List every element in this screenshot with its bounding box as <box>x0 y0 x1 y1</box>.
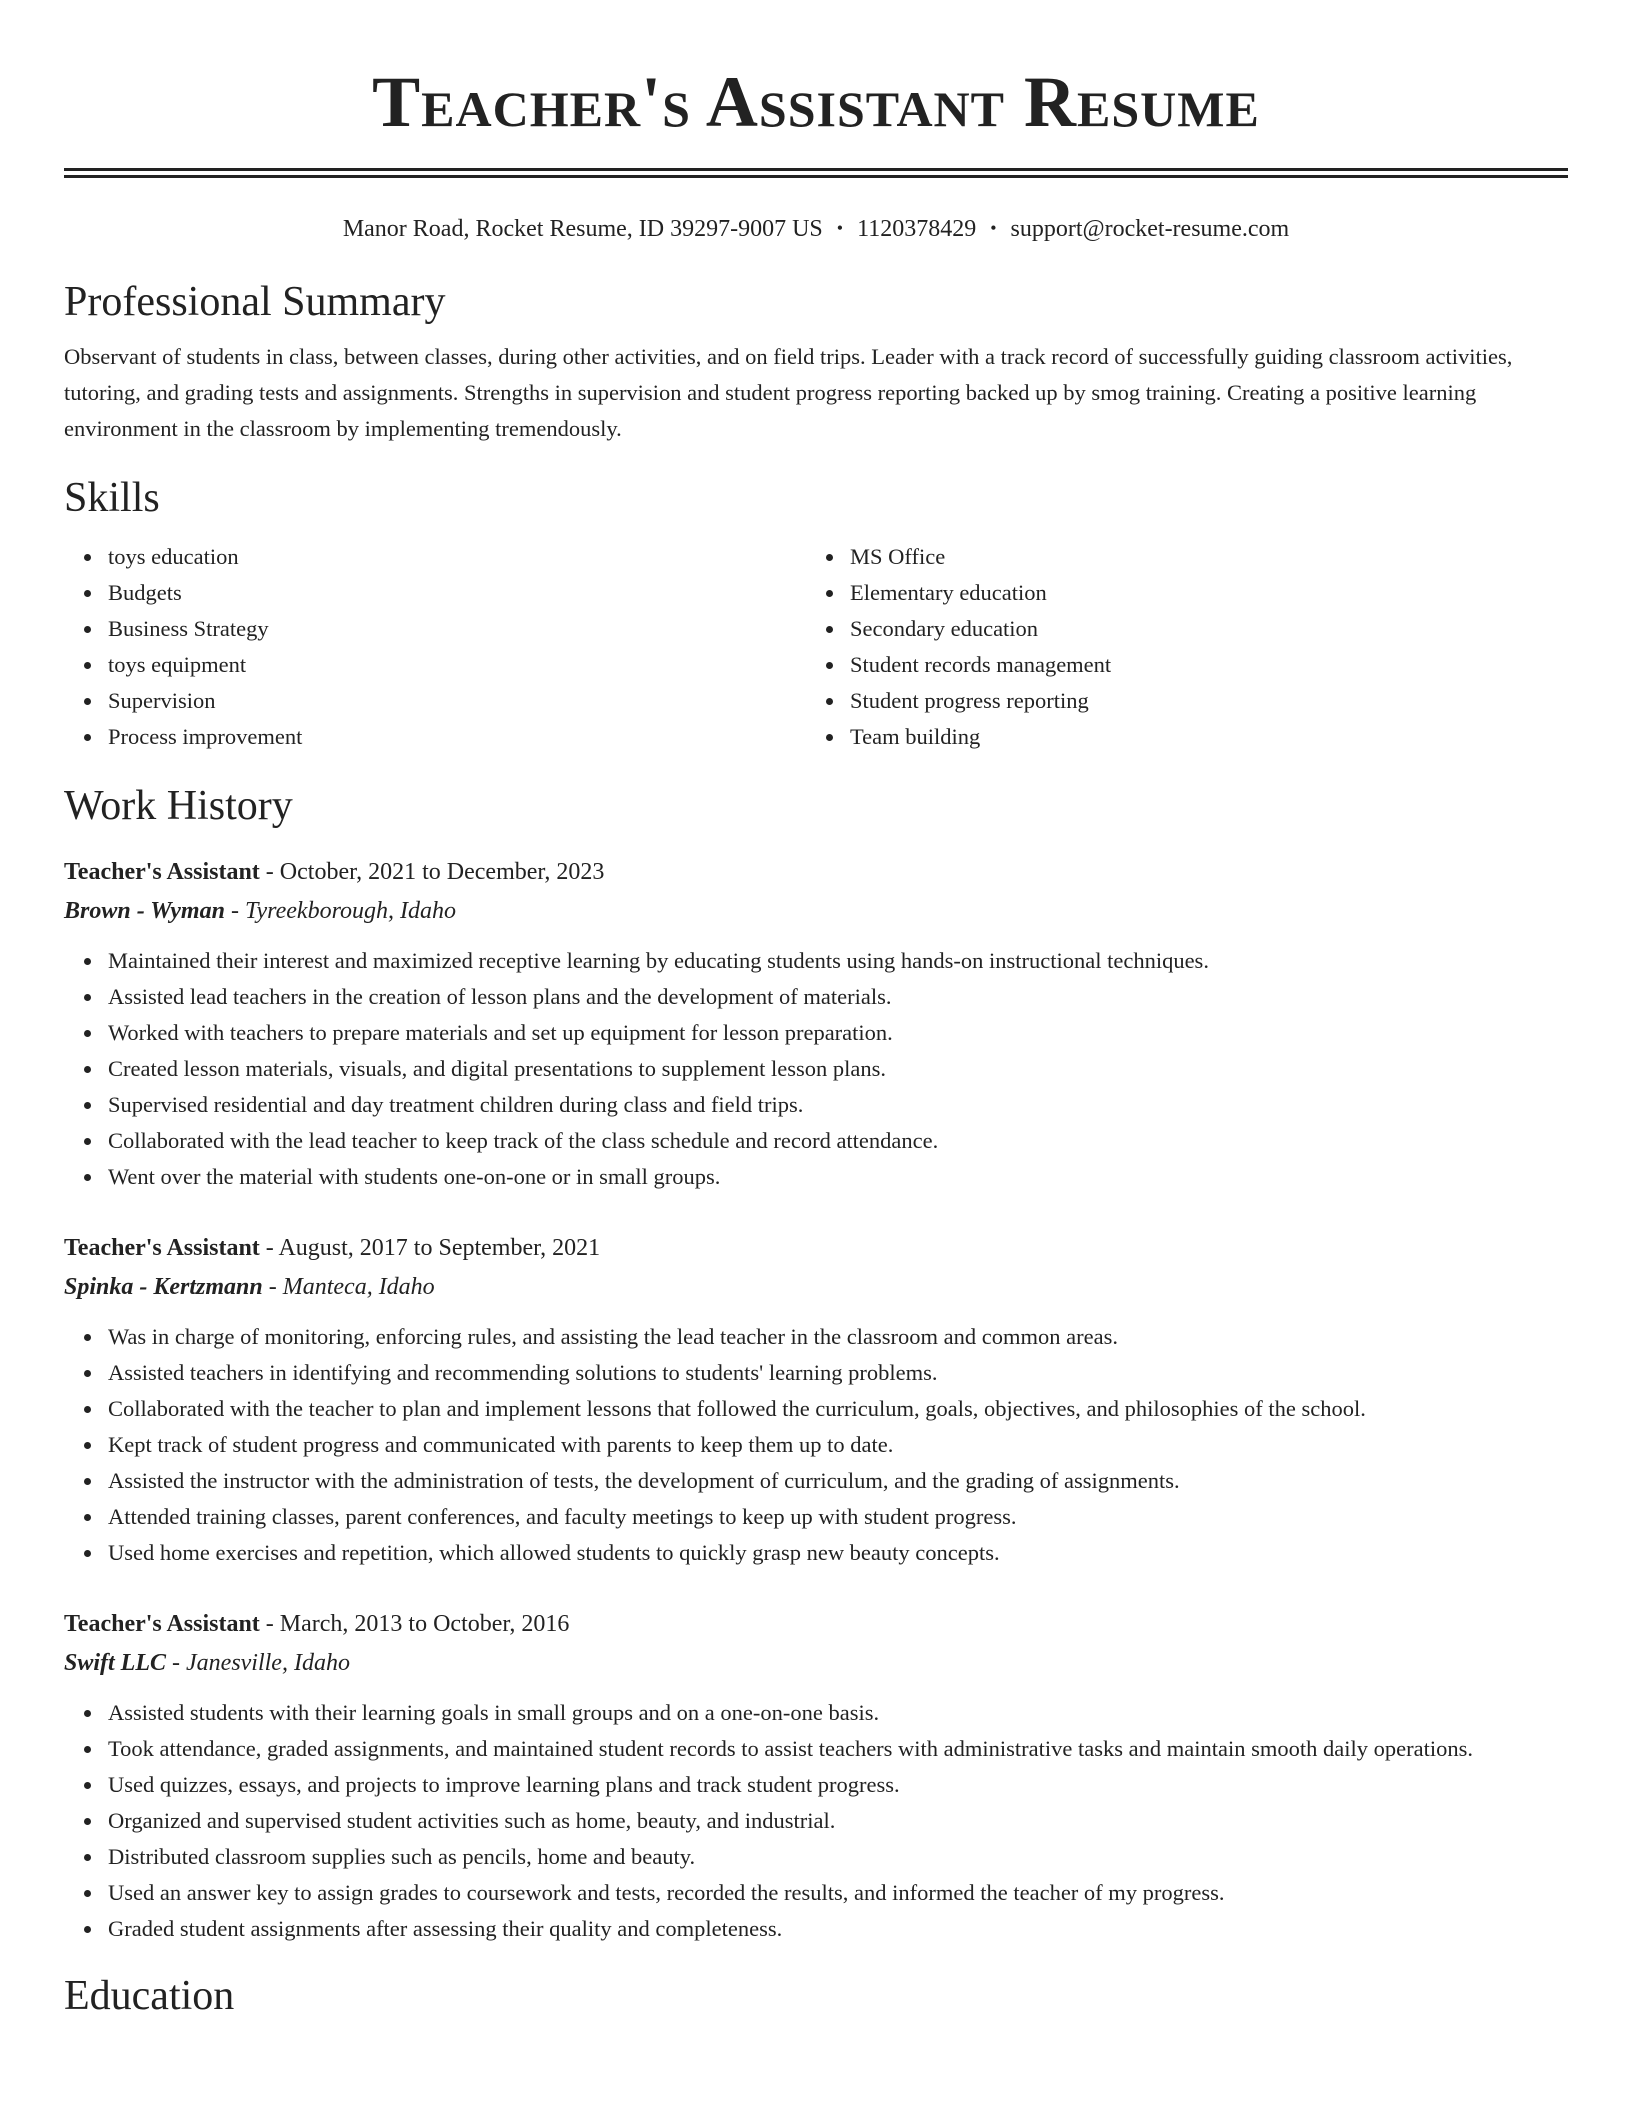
summary-heading: Professional Summary <box>64 279 446 325</box>
duty-item: Supervised residential and day treatment children during class and field trips. <box>108 1087 1568 1123</box>
job-dates: - March, 2013 to October, 2016 <box>259 1611 570 1637</box>
summary-text: Observant of students in class, between classes, during other activities, and on field trips. Leader with a track record of successfully guiding classroom activities, tutoring, and grading tests and assignments. Strengths in supervision and student progress reporting backed up by smog training. Creating a positive learning environment in the classroom by implementing tremendously. <box>64 344 1513 441</box>
contact-line <box>64 212 1568 245</box>
skill-item: Business Strategy <box>108 611 806 647</box>
skill-item: MS Office <box>850 539 1548 575</box>
job-title-line <box>64 853 1568 891</box>
duty-item: Took attendance, graded assignments, and maintained student records to assist teachers with administrative tasks and maintain smooth daily operations. <box>108 1731 1568 1767</box>
job-entry <box>64 853 1568 1195</box>
duty-item: Used home exercises and repetition, which allowed students to quickly grasp new beauty concepts. <box>108 1535 1568 1571</box>
skill-item: toys education <box>108 539 806 575</box>
employer-line <box>64 891 1568 931</box>
job-title: Teacher's Assistant <box>64 1235 260 1261</box>
skill-item: Student progress reporting <box>850 683 1548 719</box>
work-history-heading: Work History <box>64 783 293 829</box>
job-title: Teacher's Assistant <box>64 859 260 885</box>
duty-item: Went over the material with students one-on-one or in small groups. <box>108 1159 1568 1195</box>
skill-item: Budgets <box>108 575 806 611</box>
job-title-line <box>64 1605 1568 1643</box>
employer-location: - Tyreekborough, Idaho <box>224 898 457 924</box>
skill-item: Secondary education <box>850 611 1548 647</box>
duty-item: Assisted teachers in identifying and recommending solutions to students' learning problems. <box>108 1355 1568 1391</box>
resume-page <box>64 0 1568 2021</box>
duty-item: Organized and supervised student activities such as home, beauty, and industrial. <box>108 1803 1568 1839</box>
contact-separator: • <box>836 218 844 238</box>
employer-location: - Janesville, Idaho <box>166 1650 350 1676</box>
skills-list-right <box>806 539 1548 755</box>
resume-title: Teacher's Assistant Resume <box>372 62 1260 142</box>
duty-item: Was in charge of monitoring, enforcing rules, and assisting the lead teacher in the classroom and common areas. <box>108 1319 1568 1355</box>
duty-item: Assisted lead teachers in the creation of lesson plans and the development of materials. <box>108 979 1568 1015</box>
contact-address: Manor Road, Rocket Resume, ID 39297-9007 US <box>342 216 823 242</box>
skill-item: toys equipment <box>108 647 806 683</box>
duty-item: Kept track of student progress and communicated with parents to keep them up to date. <box>108 1427 1568 1463</box>
employer-name: Brown - Wyman <box>64 898 225 924</box>
skill-item: Supervision <box>108 683 806 719</box>
employer-name: Spinka - Kertzmann <box>64 1274 263 1300</box>
title-divider <box>64 168 1568 178</box>
job-duties <box>64 1319 1568 1571</box>
duty-item: Maintained their interest and maximized receptive learning by educating students using hands-on instructional techniques. <box>108 943 1568 979</box>
job-entry <box>64 1605 1568 1947</box>
job-dates: - October, 2021 to December, 2023 <box>259 859 605 885</box>
duty-item: Used an answer key to assign grades to coursework and tests, recorded the results, and informed the teacher of my progress. <box>108 1875 1568 1911</box>
skill-item: Process improvement <box>108 719 806 755</box>
employer-line <box>64 1267 1568 1307</box>
skills-columns <box>64 539 1568 755</box>
employer-name: Swift LLC <box>64 1650 167 1676</box>
education-heading: Education <box>64 1973 235 2019</box>
employer-location: - Manteca, Idaho <box>262 1274 435 1300</box>
skill-item: Team building <box>850 719 1548 755</box>
duty-item: Graded student assignments after assessing their quality and completeness. <box>108 1911 1568 1947</box>
duty-item: Distributed classroom supplies such as pencils, home and beauty. <box>108 1839 1568 1875</box>
job-duties <box>64 1695 1568 1947</box>
duty-item: Worked with teachers to prepare materials and set up equipment for lesson preparation. <box>108 1015 1568 1051</box>
job-dates: - August, 2017 to September, 2021 <box>259 1235 601 1261</box>
duty-item: Collaborated with the teacher to plan and implement lessons that followed the curriculum, goals, objectives, and philosophies of the school. <box>108 1391 1568 1427</box>
employer-line <box>64 1643 1568 1683</box>
skills-heading: Skills <box>64 475 160 521</box>
duty-item: Assisted students with their learning goals in small groups and on a one-on-one basis. <box>108 1695 1568 1731</box>
job-entry <box>64 1229 1568 1571</box>
skill-item: Student records management <box>850 647 1548 683</box>
skill-item: Elementary education <box>850 575 1548 611</box>
duty-item: Used quizzes, essays, and projects to improve learning plans and track student progress. <box>108 1767 1568 1803</box>
job-duties <box>64 943 1568 1195</box>
job-title-line <box>64 1229 1568 1267</box>
duty-item: Attended training classes, parent conferences, and faculty meetings to keep up with student progress. <box>108 1499 1568 1535</box>
duty-item: Collaborated with the lead teacher to keep track of the class schedule and record attendance. <box>108 1123 1568 1159</box>
duty-item: Created lesson materials, visuals, and digital presentations to supplement lesson plans. <box>108 1051 1568 1087</box>
contact-separator: • <box>990 218 997 238</box>
skills-list-left <box>64 539 806 755</box>
contact-email[interactable]: support@rocket-resume.com <box>1010 216 1290 242</box>
job-title: Teacher's Assistant <box>64 1611 260 1637</box>
contact-phone: 1120378429 <box>857 216 977 242</box>
duty-item: Assisted the instructor with the administration of tests, the development of curriculum, and the grading of assignments. <box>108 1463 1568 1499</box>
